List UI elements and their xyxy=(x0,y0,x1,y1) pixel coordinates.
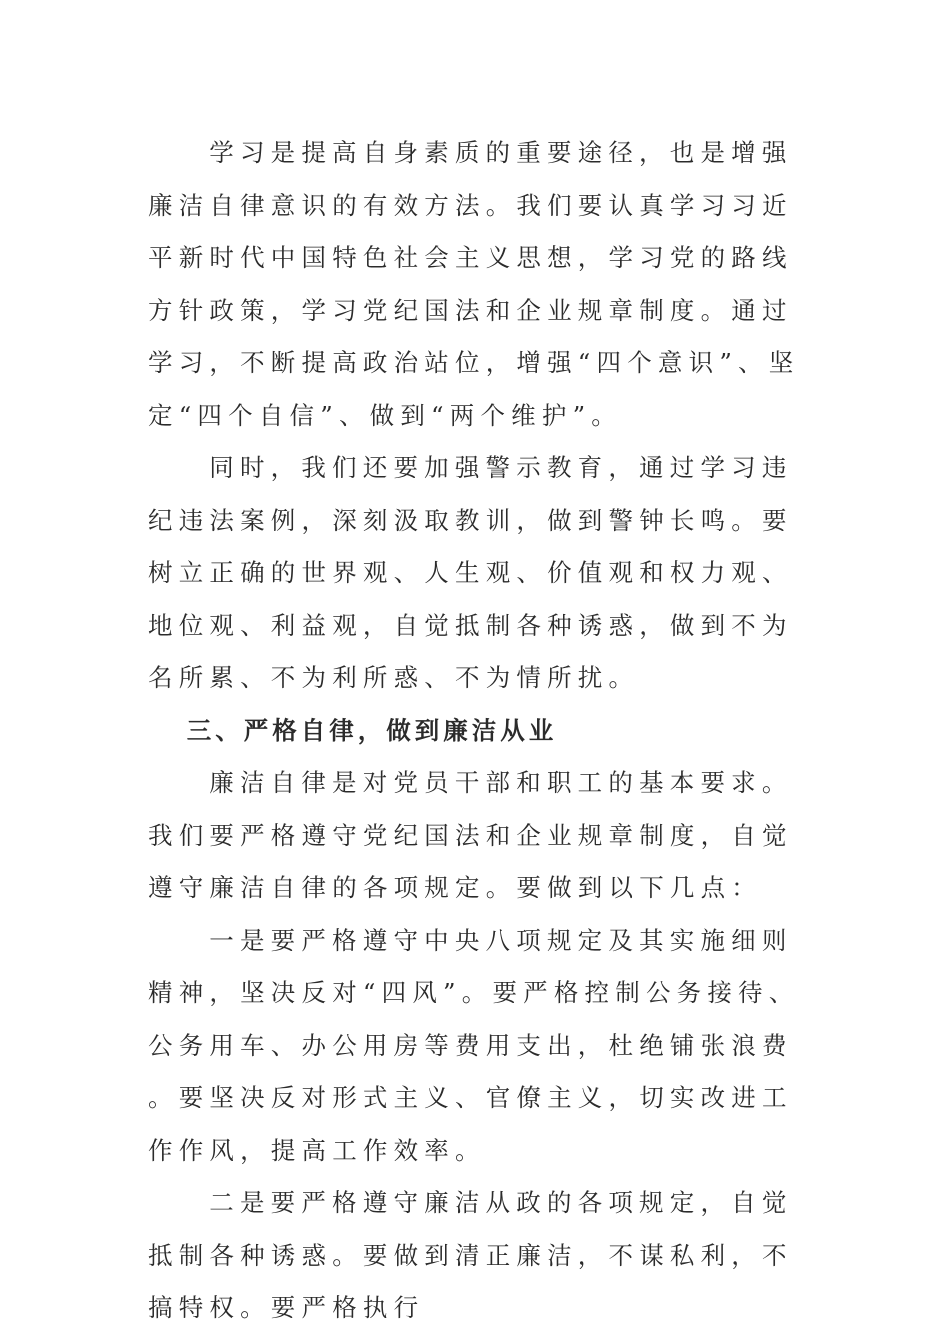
paragraph-point-two: 二是要严格遵守廉洁从政的各项规定，自觉抵制各种诱惑。要做到清正廉洁，不谋私利，不搞特权。要严格执行 xyxy=(148,1188,793,1322)
paragraph-self-discipline-requirement: 廉洁自律是对党员干部和职工的基本要求。我们要严格遵守党纪国法和企业规章制度，自觉遵守廉洁自律的各项规定。要做到以下几点： xyxy=(148,768,793,902)
document-body xyxy=(148,127,818,1335)
paragraph-point-one: 一是要严格遵守中央八项规定及其实施细则精神，坚决反对“四风”。要严格控制公务接待、公务用车、办公用房等费用支出，杜绝铺张浪费。要坚决反对形式主义、官僚主义，切实改进工作作风，提高工作效率。 xyxy=(148,925,800,1165)
paragraph-warning-education: 同时，我们还要加强警示教育，通过学习违纪违法案例，深刻汲取教训，做到警钟长鸣。要树立正确的世界观、人生观、价值观和权力观、地位观、利益观，自觉抵制各种诱惑，做到不为名所累、不为利所惑、不为情所扰。 xyxy=(148,453,793,692)
section-heading-strict-self-discipline: 三、严格自律，做到廉洁从业 xyxy=(186,715,558,745)
paragraph-study-importance: 学习是提高自身素质的重要途径，也是增强廉洁自律意识的有效方法。我们要认真学习习近平新时代中国特色社会主义思想，学习党的路线方针政策，学习党纪国法和企业规章制度。通过学习，不断提高政治站位，增强“四个意识”、坚定“四个自信”、做到“两个维护”。 xyxy=(148,138,800,430)
